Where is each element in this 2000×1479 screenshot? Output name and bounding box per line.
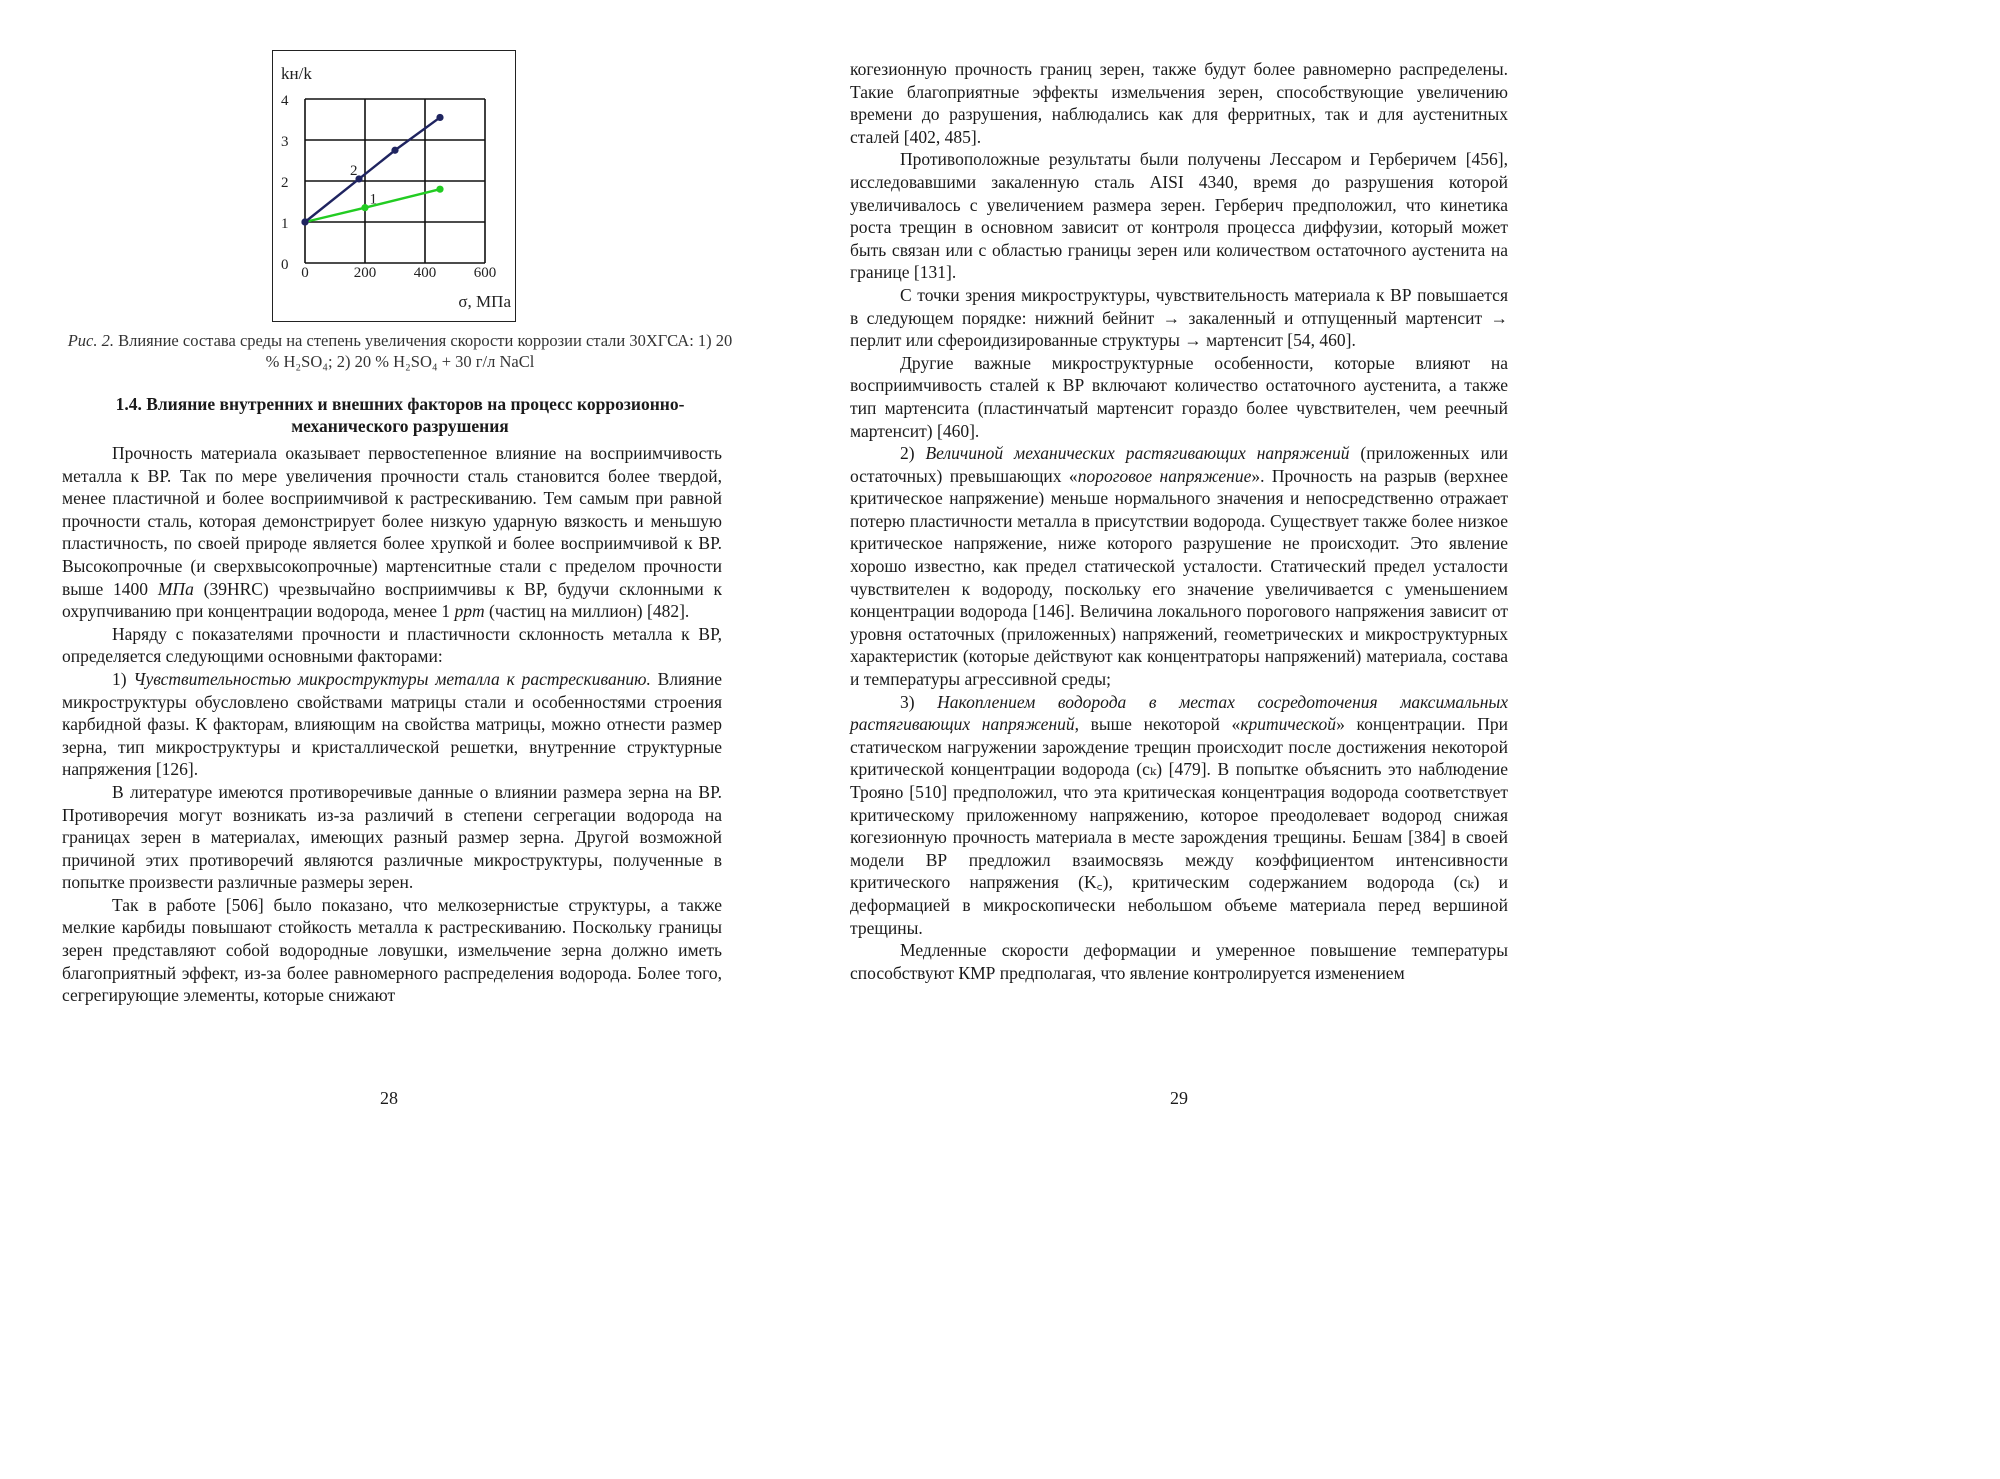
paragraph: 3) Накоплением водорода в местах сосредоточения максимальных растягивающих напряжений, выше некоторой «критической» концентрации. При статическом нагружении зарождение трещин происходит после достижения некоторой критической концентрации водорода (cₖ) [479]. В попытке объяснить это наблюдение Трояно [510] предположил, что эта критическая концентрация водорода соответствует критическому приложенному напряжению, которое преодолевает водород снижая когезионную прочность материала в месте зарождения трещины. Бешам [384] в своей модели ВР предложил взаимосвязь между коэффициентом интенсивности критического напряжения (K꜀), критическим содержанием водорода (cₖ) и деформацией в микроскопически небольшом объеме материала перед вершиной трещины.: [850, 691, 1509, 938]
paragraph: Медленные скорости деформации и умеренное повышение температуры способствуют КМР предполагая, что явление контролируется изменением: [850, 940, 1508, 983]
section-title: 1.4. Влияние внутренних и внешних факторов на процесс коррозионно-механического разрушения: [115, 394, 685, 436]
paragraph: Так в работе [506] было показано, что мелкозернистые структуры, а также мелкие карбиды повышают стойкость металла к растрескиванию. Поскольку границы зерен представляют собой водородные ловушки, измельчение зерна должно иметь благоприятный эффект, из-за более равномерного распределения водорода. Более того, сегрегирующие элементы, которые снижают: [62, 894, 722, 1006]
x-tick-label: 0: [301, 265, 309, 281]
chart-svg: [273, 51, 517, 323]
figure-chart: [272, 50, 516, 322]
x-tick-label: 200: [353, 265, 377, 281]
paragraph: когезионную прочность границ зерен, также будут более равномерно распределены. Такие благоприятные эффекты измельчения зерен, способствующие увеличению времени до разрушения, наблюдались как для ферритных, так и для аустенитных сталей [402, 485].: [850, 59, 1508, 147]
paragraph: 1) Чувствительностью микроструктуры металла к растрескиванию. Влияние микроструктуры обусловлено свойствами матрицы стали и особенностями строения карбидной фазы. К факторам, влияющим на свойства матрицы, можно отнести размер зерна, тип микроструктуры и кристаллической решетки, внутренние структурные напряжения [126].: [62, 668, 722, 780]
paragraph: 2) Величиной механических растягивающих напряжений (приложенных или остаточных) превышающих «пороговое напряжение». Прочность на разрыв (верхнее критическое напряжение) меньше нормального значения и непосредственно отражает потерю пластичности металла в присутствии водорода. Существует также более низкое критическое напряжение, ниже которого разрушение не происходит. Это явление хорошо известно, как предел статической усталости. Статический предел усталости чувствителен к водороду, поскольку его значение увеличивается с уменьшением концентрации водорода [146]. Величина локального порогового напряжения зависит от уровня остаточных (приложенных) напряжений, геометрических и микроструктурных характеристик (которые действуют как концентраторы напряжений) материала, состава и температуры агрессивной среды;: [850, 443, 1509, 690]
y-tick-label: 3: [281, 134, 289, 150]
x-tick-label: 600: [473, 265, 497, 281]
caption-text: Влияние состава среды на степень увеличения скорости коррозии стали 30ХГСА: 1) 20 % H₂SO₄; 2) 20 % H₂SO₄ + 30 г/л NaCl: [113, 331, 733, 371]
left-text-column: [62, 442, 722, 1007]
right-text-column: [850, 58, 1508, 984]
paragraph: Прочность материала оказывает первостепенное влияние на восприимчивость металла к ВР. Так по мере увеличения прочности сталь становится более твердой, менее пластичной и более восприимчивой к растрескиванию. Тем самым при равной прочности сталь, которая демонстрирует более низкую ударную вязкость и меньшую пластичность, по своей природе является более хрупкой и более восприимчивой к ВР. Высокопрочные (и сверхвысокопрочные) мартенситные стали с пределом прочности выше 1400 МПа (39HRC) чрезвычайно восприимчивы к ВР, будучи склонными к охрупчиванию при концентрации водорода, менее 1 ppm (частиц на миллион) [482].: [62, 443, 723, 622]
right-page: [775, 0, 1550, 1166]
figure-caption: [60, 330, 740, 372]
y-tick-label: 2: [281, 175, 289, 191]
data-point: [391, 147, 398, 154]
left-page: [0, 0, 775, 1166]
paragraph: В литературе имеются противоречивые данные о влиянии размера зерна на ВР. Противоречия могут возникать из-за различий в степени сегрегации водорода на границах зерен в материалах, имеющих разный размер зерна. Другой возможной причиной этих противоречий являются различные микроструктуры, полученные в попытке произвести различные размеры зерен.: [62, 781, 722, 893]
page-number: 29: [1170, 1088, 1188, 1108]
y-axis-label: kн/k: [281, 64, 312, 83]
paragraph: Противоположные результаты были получены Лессаром и Герберичем [456], исследовавшими закаленную сталь AISI 4340, время до разрушения которой увеличивалось с увеличением размера зерен. Герберич предположил, что кинетика роста трещин в основном зависит от контроля процесса диффузии, который может быть связан или с областью границы зерен или количеством остаточного аустенита на границе [131].: [850, 149, 1508, 283]
series-label: 2: [350, 162, 358, 179]
caption-number: Рис. 2.: [67, 331, 114, 350]
y-tick-label: 1: [281, 216, 289, 232]
paragraph: Наряду с показателями прочности и пластичности склонность металла к ВР, определяется следующими основными факторами:: [62, 623, 722, 667]
data-point: [361, 204, 368, 211]
x-axis-label: σ, МПа: [458, 292, 511, 311]
page-number: 28: [380, 1088, 398, 1108]
data-point: [436, 186, 443, 193]
data-point: [436, 114, 443, 121]
x-tick-label: 400: [413, 265, 437, 281]
y-tick-label: 0: [281, 257, 289, 273]
paragraph: С точки зрения микроструктуры, чувствительность материала к ВР повышается в следующем порядке: нижний бейнит → закаленный и отпущенный мартенсит → перлит или сфероидизированные структуры → мартенсит [54, 460].: [850, 284, 1508, 351]
y-tick-label: 4: [281, 93, 289, 109]
paragraph: Другие важные микроструктурные особенности, которые влияют на восприимчивость сталей к ВР включают количество остаточного аустенита, а также тип мартенсита (пластинчатый мартенсит гораздо более чувствителен, чем реечный мартенсит) [460].: [850, 352, 1508, 441]
data-point: [301, 218, 308, 225]
series-label: 1: [369, 191, 377, 208]
